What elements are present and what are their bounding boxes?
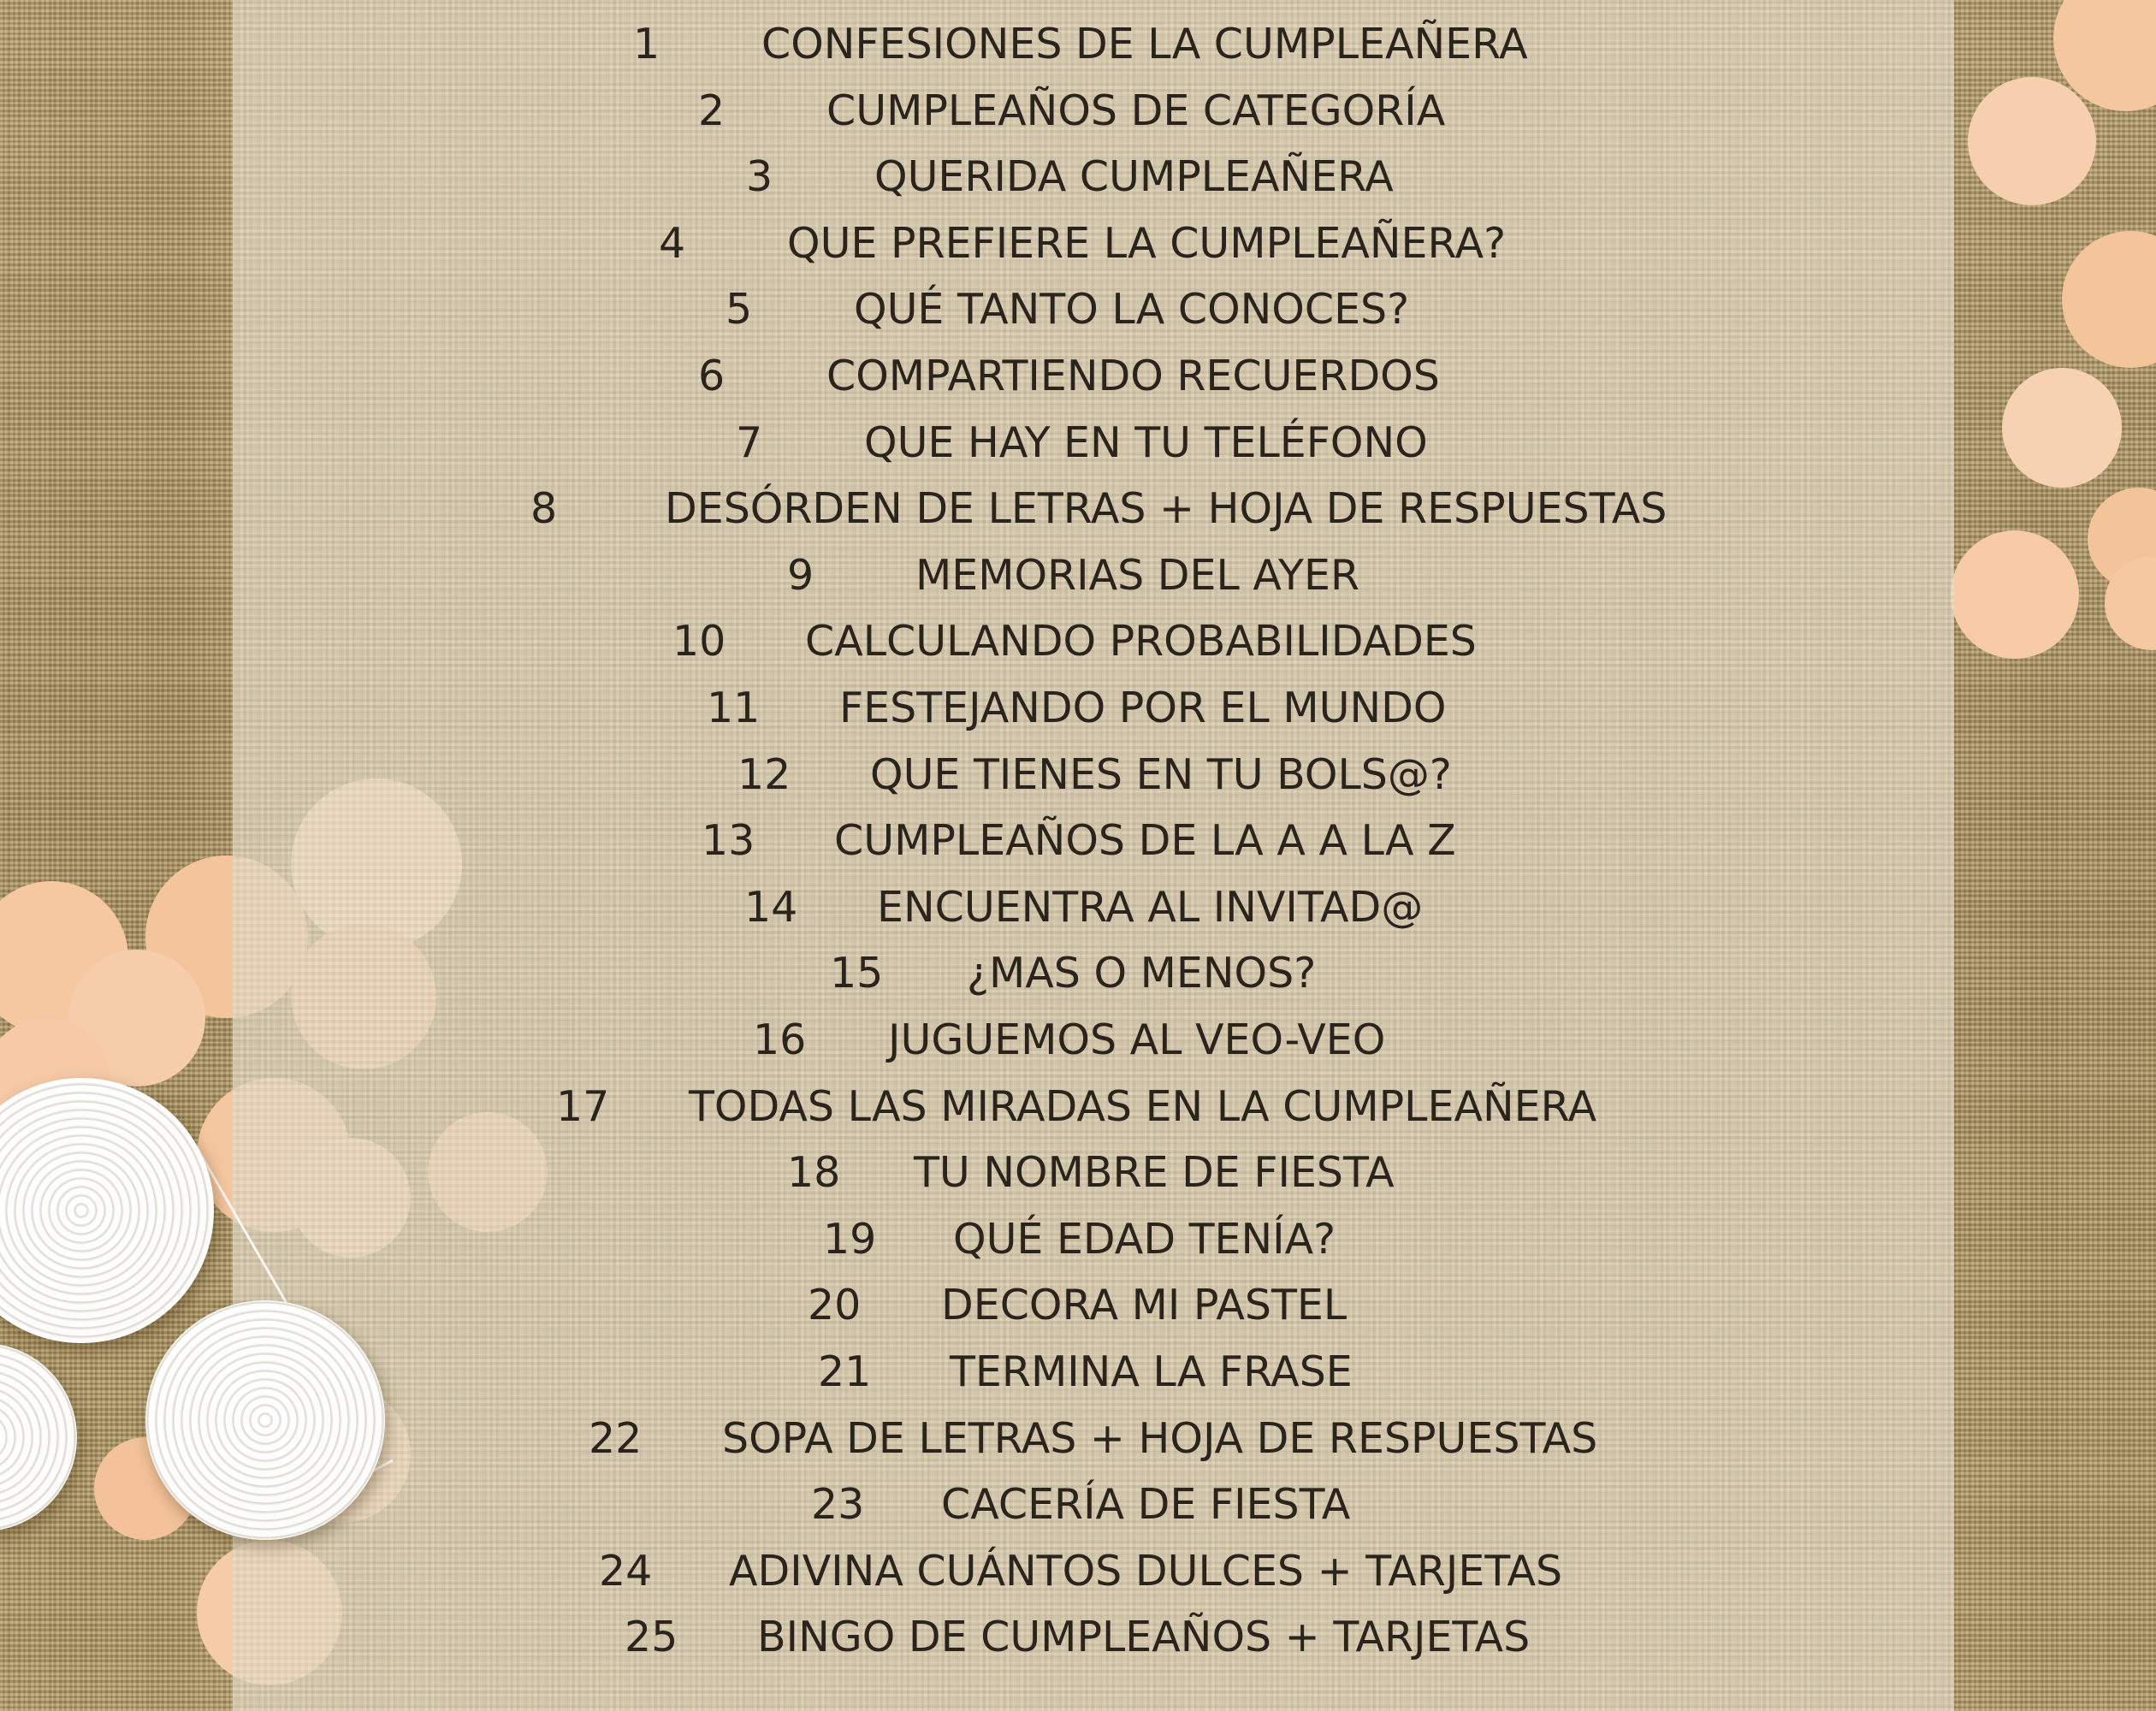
toc-item-title: CUMPLEAÑOS DE CATEGORÍA [826,86,1446,135]
toc-item [737,749,1452,801]
toc-item-title: QUE TIENES EN TU BOLS@? [870,749,1452,799]
toc-item [589,1413,1597,1465]
toc-item-number: 20 [808,1281,862,1330]
toc-item-number: 4 [659,218,686,268]
toc-item-title: CONFESIONES DE LA CUMPLEAÑERA [761,20,1528,68]
toc-item-title: QUE PREFIERE LA CUMPLEAÑERA? [787,218,1507,268]
toc-item-title: FESTEJANDO POR EL MUNDO [839,684,1447,732]
toc-item [787,550,1359,601]
toc-item [753,1015,1385,1066]
toc-item [672,616,1477,667]
pompom-decoration [0,1078,214,1343]
toc-item-number: 23 [811,1480,865,1530]
toc-item [746,151,1394,203]
toc-item [556,1081,1596,1133]
toc-item-number: 10 [672,617,726,666]
toc-item [707,683,1446,734]
confetti-dot [1968,77,2096,205]
toc-item [811,1479,1350,1530]
toc-item-title: BINGO DE CUMPLEAÑOS + TARJETAS [757,1613,1531,1662]
toc-item-title: QUE HAY EN TU TELÉFONO [864,417,1428,467]
toc-item-number: 13 [702,816,755,866]
toc-item-title: SOPA DE LETRAS + HOJA DE RESPUESTAS [722,1413,1598,1463]
toc-item [808,1280,1347,1331]
toc-item-number: 14 [744,882,798,932]
toc-item-number: 12 [737,749,791,799]
toc-item-title: ENCUENTRA AL INVITAD@ [877,882,1424,932]
toc-item-title: QUÉ EDAD TENÍA? [953,1214,1336,1264]
toc-item-number: 17 [556,1081,610,1131]
toc-item [744,882,1423,933]
toc-item-number: 1 [633,20,660,68]
toc-item-number: 24 [599,1546,653,1596]
toc-item-number: 22 [589,1413,643,1463]
toc-item-number: 8 [530,484,558,534]
toc-item-number: 6 [698,352,726,400]
toc-item-title: QUÉ TANTO LA CONOCES? [854,285,1410,335]
toc-item-title: DECORA MI PASTEL [941,1281,1348,1330]
toc-item-number: 11 [707,684,761,732]
toc-item [530,483,1667,535]
toc-item-number: 5 [726,285,753,335]
toc-item-title: QUERIDA CUMPLEAÑERA [874,152,1394,202]
pompom-decoration [145,1300,385,1540]
toc-item-number: 3 [746,152,773,202]
toc-item-title: ¿MAS O MENOS? [967,949,1317,998]
toc-item [818,1347,1353,1398]
toc-item-title: CUMPLEAÑOS DE LA A A LA Z [834,816,1456,866]
toc-item-number: 9 [787,550,814,600]
toc-item [659,218,1506,269]
toc-item [830,948,1316,999]
toc-item-number: 21 [818,1347,872,1396]
toc-item [625,1612,1530,1663]
confetti-dot [2002,368,2122,488]
toc-item-number: 7 [736,417,763,467]
toc-item-number: 18 [787,1148,841,1198]
toc-item-title: TODAS LAS MIRADAS EN LA CUMPLEAÑERA [689,1081,1597,1131]
pompom-decoration [0,1343,77,1531]
toc-item-number: 19 [823,1214,877,1264]
confetti-dot [2062,231,2156,368]
toc-item-number: 16 [753,1015,807,1064]
toc-item [633,19,1528,70]
toc-item-title: DESÓRDEN DE LETRAS + HOJA DE RESPUESTAS [665,484,1667,534]
toc-item-title: TERMINA LA FRASE [950,1347,1353,1396]
toc-item-title: JUGUEMOS AL VEO-VEO [888,1015,1386,1064]
toc-item [823,1214,1336,1265]
toc-item-number: 15 [830,949,884,998]
toc-item [736,417,1428,469]
toc-item [599,1546,1562,1597]
toc-item-title: MEMORIAS DEL AYER [915,550,1359,600]
toc-item [698,86,1445,137]
toc-item [787,1147,1395,1199]
toc-item-number: 2 [698,86,726,135]
toc-item-number: 25 [625,1613,678,1662]
toc-item-title: TU NOMBRE DE FIESTA [914,1148,1395,1198]
toc-item-title: CACERÍA DE FIESTA [941,1480,1351,1530]
toc-item-title: CALCULANDO PROBABILIDADES [805,617,1477,666]
toc-item-title: ADIVINA CUÁNTOS DULCES + TARJETAS [729,1546,1563,1596]
toc-item [726,284,1409,335]
toc-item-title: COMPARTIENDO RECUERDOS [826,352,1440,400]
toc-item [702,815,1456,867]
confetti-dot [1951,530,2079,659]
toc-item [698,351,1440,402]
